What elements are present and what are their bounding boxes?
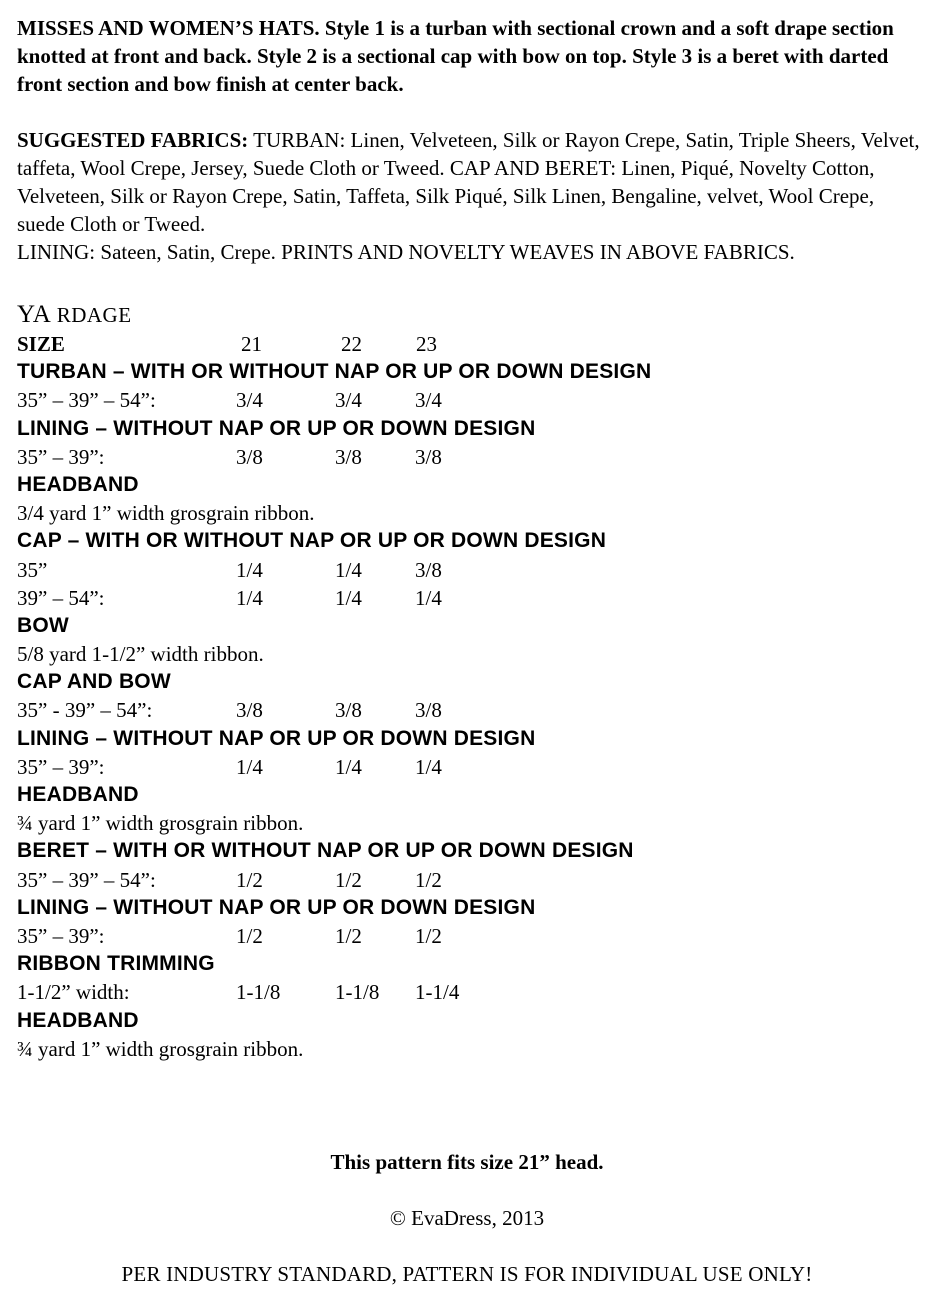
size-label: SIZE xyxy=(17,332,65,356)
yardage-note: ¾ yard 1” width grosgrain ribbon. xyxy=(17,1036,304,1061)
yardage-row xyxy=(17,753,922,781)
yardage-row xyxy=(17,978,922,1006)
yardage-value: 1/2 xyxy=(236,867,263,892)
yardage-value: 1/4 xyxy=(335,557,362,582)
yardage-value: 1/2 xyxy=(415,923,442,948)
yardage-value: 1/4 xyxy=(335,585,362,610)
fit-note: This pattern fits size 21” head. xyxy=(330,1150,604,1174)
yardage-row xyxy=(17,866,922,894)
yardage-value: 3/8 xyxy=(335,698,362,723)
fabric-width-label: 35” – 39”: xyxy=(17,444,105,469)
yardage-row xyxy=(17,922,922,950)
yardage-heading xyxy=(17,300,922,330)
yardage-value: 1-1/8 xyxy=(335,980,380,1005)
yardage-note: 5/8 yard 1-1/2” width ribbon. xyxy=(17,642,264,667)
yardage-value: 3/8 xyxy=(236,698,263,723)
size-header-row xyxy=(17,330,922,358)
yardage-value: 1/4 xyxy=(236,585,263,610)
fabric-width-label: 35” – 39”: xyxy=(17,923,105,948)
suggested-fabrics xyxy=(17,126,922,266)
pattern-description: MISSES AND WOMEN’S HATS. Style 1 is a turban with sectional crown and a soft drape section knotted at front and back. Style 2 is a sectional cap with bow on top. Style 3 is a beret with darted front section and bow finish at center back. xyxy=(17,16,894,96)
yardage-value: 1/4 xyxy=(415,754,442,779)
yardage-value: 3/8 xyxy=(415,444,442,469)
section-heading: LINING – WITHOUT NAP OR UP OR DOWN DESIGN xyxy=(17,726,536,750)
size-22: 22 xyxy=(341,332,362,356)
fabric-width-label: 1-1/2” width: xyxy=(17,980,130,1005)
section-heading: TURBAN – WITH OR WITHOUT NAP OR UP OR DOWN DESIGN xyxy=(17,360,652,384)
yardage-note: ¾ yard 1” width grosgrain ribbon. xyxy=(17,811,304,836)
yardage-note: 3/4 yard 1” width grosgrain ribbon. xyxy=(17,501,315,526)
section-heading: LINING – WITHOUT NAP OR UP OR DOWN DESIGN xyxy=(17,416,536,440)
yardage-value: 3/4 xyxy=(415,388,442,413)
yardage-value: 1/4 xyxy=(415,585,442,610)
yardage-value: 3/8 xyxy=(335,444,362,469)
yardage-value: 1/2 xyxy=(335,867,362,892)
yardage-table xyxy=(17,358,922,1063)
yardage-value: 1-1/4 xyxy=(415,980,460,1005)
section-heading: BOW xyxy=(17,613,69,637)
yardage-value: 3/4 xyxy=(236,388,263,413)
copyright: © EvaDress, 2013 xyxy=(389,1206,545,1230)
section-heading: RIBBON TRIMMING xyxy=(17,952,215,976)
fabric-width-label: 35” - 39” – 54”: xyxy=(17,698,153,723)
yardage-value: 1/2 xyxy=(335,923,362,948)
section-heading: CAP AND BOW xyxy=(17,670,171,694)
section-heading: HEADBAND xyxy=(17,1008,139,1032)
yardage-value: 1/2 xyxy=(415,867,442,892)
yardage-row xyxy=(17,556,922,584)
fabric-width-label: 35” – 39” – 54”: xyxy=(17,388,156,413)
yardage-heading-first: YA xyxy=(17,301,50,328)
section-heading: LINING – WITHOUT NAP OR UP OR DOWN DESIGN xyxy=(17,895,536,919)
yardage-value: 3/8 xyxy=(415,557,442,582)
fabric-width-label: 35” xyxy=(17,557,48,582)
suggested-fabrics-text: TURBAN: Linen, Velveteen, Silk or Rayon Crepe, Satin, Triple Sheers, Velvet, taffeta, Wool Crepe, Jersey, Suede Cloth or Tweed. CAP AND BERET: Linen, Piqué, Novelty Cotton, Velveteen, Silk or Rayon Crepe, Satin, Taffeta, Silk Piqué, Silk Linen, Bengaline, velvet, Wool Crepe, suede Cloth or Tweed. xyxy=(17,128,920,236)
fabric-width-label: 35” – 39” – 54”: xyxy=(17,867,156,892)
pattern-page xyxy=(17,14,922,1063)
yardage-value: 3/8 xyxy=(415,698,442,723)
fabric-width-label: 35” – 39”: xyxy=(17,754,105,779)
yardage-value: 1/4 xyxy=(335,754,362,779)
yardage-value: 1-1/8 xyxy=(236,980,281,1005)
yardage-value: 1/4 xyxy=(236,754,263,779)
yardage-heading-rest: RDAGE xyxy=(56,303,132,327)
yardage-value: 1/2 xyxy=(236,923,263,948)
section-heading: BERET – WITH OR WITHOUT NAP OR UP OR DOWN DESIGN xyxy=(17,839,634,863)
yardage-row xyxy=(17,584,922,612)
yardage-row xyxy=(17,443,922,471)
usage-warning: PER INDUSTRY STANDARD, PATTERN IS FOR INDIVIDUAL USE ONLY! xyxy=(121,1262,813,1286)
yardage-value: 3/4 xyxy=(335,388,362,413)
yardage-value: 1/4 xyxy=(236,557,263,582)
yardage-value: 3/8 xyxy=(236,444,263,469)
section-heading: HEADBAND xyxy=(17,472,139,496)
size-23: 23 xyxy=(416,332,437,356)
yardage-row xyxy=(17,386,922,414)
section-heading: HEADBAND xyxy=(17,783,139,806)
lining-fabrics-text: LINING: Sateen, Satin, Crepe. PRINTS AND NOVELTY WEAVES IN ABOVE FABRICS. xyxy=(17,240,795,264)
suggested-fabrics-label: SUGGESTED FABRICS: xyxy=(17,128,249,152)
section-heading: CAP – WITH OR WITHOUT NAP OR UP OR DOWN DESIGN xyxy=(17,529,607,553)
yardage-row xyxy=(17,696,922,724)
size-21: 21 xyxy=(241,332,262,356)
fabric-width-label: 39” – 54”: xyxy=(17,585,105,610)
